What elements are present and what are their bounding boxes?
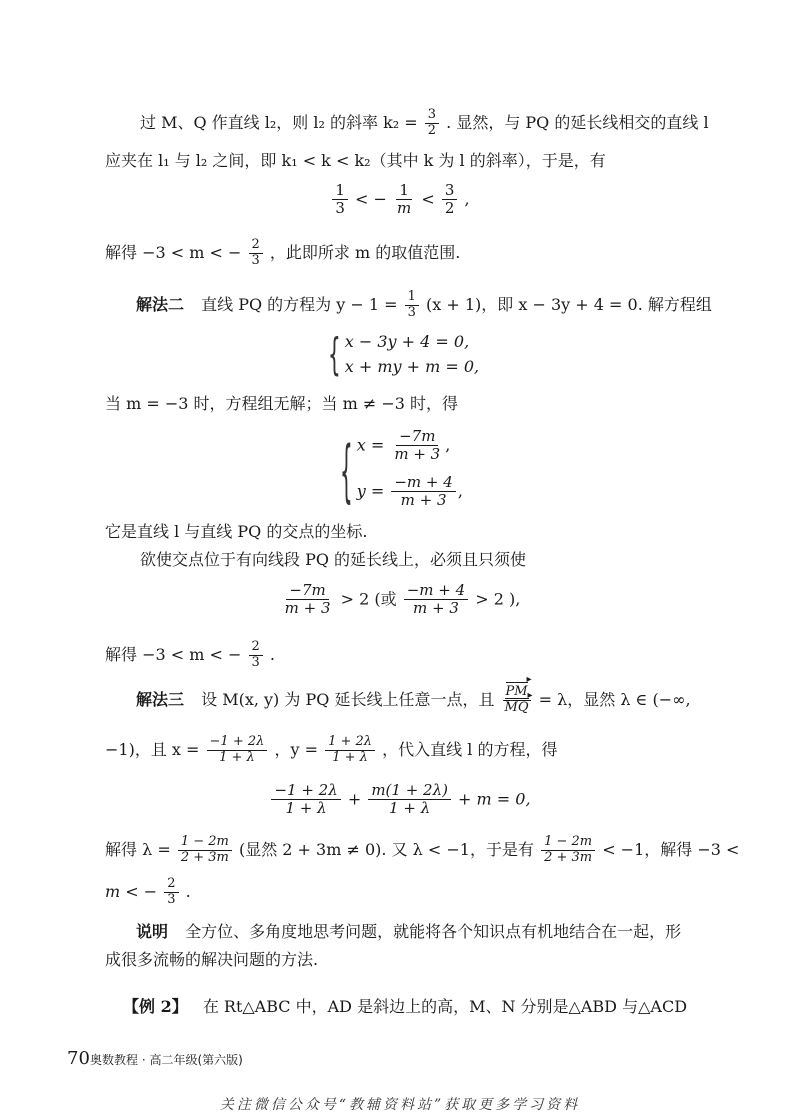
text-span: 全方位、多角度地思考问题，就能将各个知识点有机地结合在一起，形 [185, 922, 682, 941]
numerator: 1 [405, 290, 419, 306]
numerator: −1 + 2λ [271, 782, 340, 800]
numerator: 1 [332, 182, 348, 200]
text-line [123, 997, 687, 1016]
equation [357, 428, 463, 464]
numerator: −7m [396, 428, 438, 446]
method-label: 解法二 [136, 294, 185, 314]
example-label: 【例 2】 [123, 997, 188, 1016]
numerator: 1 [396, 182, 412, 200]
denominator: m + 3 [284, 599, 331, 618]
fraction [164, 877, 178, 908]
denominator: 3 [251, 654, 260, 670]
text-line [105, 735, 557, 766]
denominator: 1 + λ [219, 749, 255, 765]
denominator: 2 + 3m [180, 849, 229, 865]
system [340, 428, 463, 509]
fraction [391, 428, 443, 464]
text-span: 过 M、Q 作直线 l₂，则 l₂ 的斜率 k₂ = [140, 112, 418, 132]
denominator: 1 + λ [285, 799, 327, 818]
text-span: ，代入直线 l 的方程，得 [382, 739, 558, 759]
denominator: 2 [444, 199, 455, 218]
text-line [105, 835, 739, 866]
text-span: = λ，显然 λ ∈ (−∞, [538, 689, 691, 709]
fraction [391, 474, 455, 510]
denominator [502, 701, 532, 716]
fraction [394, 182, 414, 218]
numerator: 3 [425, 108, 439, 124]
text-span: , [445, 435, 451, 455]
denominator: 3 [335, 199, 345, 218]
numerator: 2 [164, 877, 178, 893]
text-span: . [269, 644, 275, 664]
text-line: 欲使交点位于有向线段 PQ 的延长线上，必须且只须使 [140, 550, 527, 569]
brace-icon: { [328, 327, 341, 381]
denominator: m + 3 [394, 445, 441, 464]
text-span: x = [356, 435, 385, 455]
numerator: m(1 + 2λ) [368, 782, 451, 800]
fraction [404, 582, 468, 618]
fraction [271, 782, 340, 818]
fraction [425, 108, 439, 139]
denominator: m + 3 [413, 599, 459, 618]
equation: x + my + m = 0, [344, 357, 480, 377]
text-span: (x + 1)，即 x − 3y + 4 = 0. 解方程组 [426, 294, 712, 314]
text-line: 它是直线 l 与直线 PQ 的交点的坐标. [105, 522, 368, 541]
text-span: 解得 −3 < m < − [105, 242, 242, 262]
brace-icon: { [340, 427, 353, 510]
text-span: 解得 λ = [105, 839, 171, 859]
vector: PM ▸ [506, 685, 528, 700]
text-span: < −1，解得 −3 < [602, 839, 740, 859]
denominator: 1 + λ [389, 799, 431, 818]
text-span: . [185, 881, 191, 901]
text-span: (显然 2 + 3m ≠ 0). 又 λ < −1，于是有 [238, 839, 534, 859]
text-line [105, 238, 460, 269]
fraction [178, 835, 232, 866]
equation: x − 3y + 4 = 0, [344, 332, 470, 351]
text-span: ，此即所求 m 的取值范围. [269, 242, 461, 262]
fraction [207, 735, 268, 766]
vector-ratio [502, 685, 532, 716]
vector: MQ ▸ [505, 701, 529, 716]
text-line: 应夹在 l₁ 与 l₂ 之间，即 k₁ < k < k₂（其中 k 为 l 的斜率），于是，有 [105, 151, 606, 170]
numerator: 1 + 2λ [325, 735, 375, 751]
page-number: 70 [67, 1048, 90, 1069]
system-rows [345, 332, 479, 376]
numerator: 2 [249, 640, 263, 656]
text-span: 解得 −3 < m < − [105, 644, 242, 664]
denominator: 3 [407, 304, 416, 320]
numerator: −m + 4 [391, 474, 455, 492]
text-span: m < − [105, 881, 158, 901]
fraction [249, 640, 263, 671]
fraction [249, 238, 263, 269]
text-span: > 2 ), [475, 589, 521, 609]
numerator: 1 − 2m [178, 835, 232, 851]
denominator: 2 + 3m [544, 849, 593, 865]
denominator: 3 [251, 252, 260, 268]
text-span: + [347, 789, 362, 809]
text-span: < [421, 189, 435, 209]
text-line [140, 108, 709, 139]
watermark: 关注微信公众号“教辅资料站”获取更多学习资料 [219, 1097, 581, 1113]
fraction [368, 782, 451, 818]
text-span: 在 Rt△ABC 中，AD 是斜边上的高，M、N 分别是△ABD 与△ACD [202, 997, 688, 1016]
denominator: m + 3 [400, 490, 447, 509]
denominator: 3 [167, 891, 176, 907]
condition [0, 582, 800, 618]
system-rows [357, 428, 463, 509]
denominator: 2 [427, 122, 437, 138]
fraction [405, 290, 419, 321]
numerator: −1 + 2λ [207, 735, 268, 751]
text-span: > 2 (或 [340, 589, 397, 609]
text-line [136, 685, 691, 716]
fraction [332, 182, 348, 218]
fraction [282, 582, 334, 618]
numerator: 3 [442, 182, 458, 200]
text-span: 直线 PQ 的方程为 y − 1 = [201, 294, 398, 314]
text-span: , [457, 480, 463, 500]
text-line: 当 m = −3 时，方程组无解；当 m ≠ −3 时，得 [105, 394, 459, 413]
text-span: y = [356, 480, 385, 500]
text-line [105, 640, 275, 671]
method-label: 解法三 [136, 689, 185, 709]
numerator: 2 [249, 238, 263, 254]
text-span: . 显然，与 PQ 的延长线相交的直线 l [446, 112, 709, 132]
text-line: 成很多流畅的解决问题的方法. [105, 950, 319, 969]
text-span: < − [355, 189, 387, 209]
numerator: 1 − 2m [541, 835, 595, 851]
numerator: −7m [286, 582, 328, 600]
fraction [325, 735, 375, 766]
text-span: + m = 0, [458, 789, 531, 809]
denominator: m [397, 199, 412, 218]
book-title: 奥数教程 · 高二年级(第六版) [90, 1053, 243, 1067]
text-line [105, 877, 191, 908]
denominator: 1 + λ [332, 749, 368, 765]
text-span: ，y = [274, 739, 319, 759]
text-line [136, 922, 681, 941]
fraction [442, 182, 458, 218]
text-span: 设 M(x, y) 为 PQ 延长线上任意一点，且 [201, 689, 495, 709]
fraction [541, 835, 595, 866]
inequality [0, 182, 800, 218]
numerator: −m + 4 [404, 582, 468, 600]
note-label: 说明 [136, 922, 169, 941]
solution-system [340, 428, 463, 509]
text-span: −1)，且 x = [105, 739, 200, 759]
text-span: , [464, 189, 470, 209]
equation [357, 474, 463, 510]
equation [0, 782, 800, 818]
text-line [136, 290, 712, 321]
